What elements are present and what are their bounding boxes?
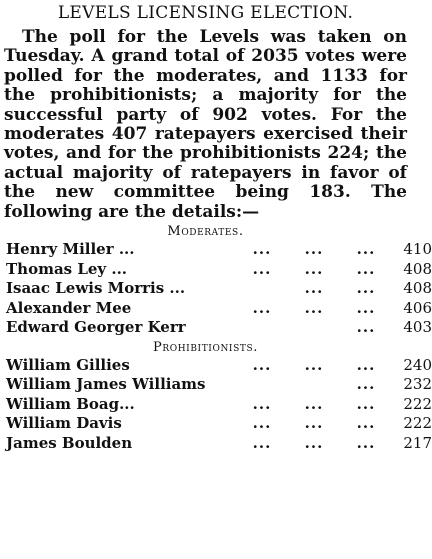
table-row xyxy=(6,279,432,299)
candidate-name: James Boulden xyxy=(6,433,133,452)
leader-dots: ... xyxy=(356,279,376,298)
leader-dots: ... xyxy=(252,355,272,374)
leader-dots: ... xyxy=(304,279,324,298)
leader-dots xyxy=(288,318,340,338)
leader-dots xyxy=(236,375,288,395)
leader-dots xyxy=(236,318,288,338)
vote-count: 403 xyxy=(403,318,432,337)
leader-dots: ... xyxy=(356,318,376,337)
leader-dots: ... xyxy=(304,298,324,317)
leader-dots: ... xyxy=(356,298,376,317)
candidate-name: Henry Miller ... xyxy=(6,240,135,259)
vote-count: 410 xyxy=(403,240,432,259)
leader-dots: ... xyxy=(252,433,272,452)
vote-count: 232 xyxy=(403,375,432,394)
leader-dots: ... xyxy=(356,394,376,413)
moderates-results-table xyxy=(6,240,432,338)
leader-dots: ... xyxy=(252,298,272,317)
table-row xyxy=(6,240,432,260)
vote-count: 217 xyxy=(403,433,432,452)
candidate-name: Edward Georger Kerr xyxy=(6,318,186,337)
candidate-name: Alexander Mee xyxy=(6,298,132,317)
vote-count: 222 xyxy=(403,394,432,413)
candidate-name: William Boag... xyxy=(6,394,135,413)
candidate-name: Thomas Ley ... xyxy=(6,259,128,278)
table-row xyxy=(6,395,432,415)
prohibitionists-heading: Prohibitionists. xyxy=(153,339,258,355)
leader-dots: ... xyxy=(304,394,324,413)
table-row xyxy=(6,414,432,434)
table-row xyxy=(6,260,432,280)
article-body: The poll for the Levels was taken on Tuesday. A grand total of 2035 votes were polled for the moderates, and 1133 for the prohibitionists; a majority for the successful party of 902 votes. For the moderates 407 ratepayers exercised their votes, and for the prohibitionists 224; the actual majority of ratepayers in favor of the new committee being 183. The following are the details:— xyxy=(4,27,407,222)
vote-count: 222 xyxy=(403,414,432,433)
vote-count: 406 xyxy=(403,298,432,317)
leader-dots: ... xyxy=(356,414,376,433)
leader-dots: ... xyxy=(356,259,376,278)
prohibitionists-results-table xyxy=(6,356,432,454)
leader-dots: ... xyxy=(252,240,272,259)
leader-dots xyxy=(288,375,340,395)
leader-dots: ... xyxy=(304,414,324,433)
leader-dots: ... xyxy=(252,394,272,413)
leader-dots: ... xyxy=(252,259,272,278)
leader-dots xyxy=(236,279,288,299)
table-row xyxy=(6,434,432,454)
table-row xyxy=(6,375,432,395)
leader-dots: ... xyxy=(252,414,272,433)
table-row xyxy=(6,356,432,376)
leader-dots: ... xyxy=(356,355,376,374)
leader-dots: ... xyxy=(304,259,324,278)
headline: LEVELS LICENSING ELECTION. xyxy=(57,3,354,23)
table-row xyxy=(6,318,432,338)
leader-dots: ... xyxy=(356,240,376,259)
leader-dots: ... xyxy=(356,433,376,452)
candidate-name: Isaac Lewis Morris ... xyxy=(6,279,186,298)
candidate-name: William James Williams xyxy=(6,375,206,394)
leader-dots: ... xyxy=(356,375,376,394)
vote-count: 240 xyxy=(403,355,432,374)
table-row xyxy=(6,299,432,319)
moderates-heading: Moderates. xyxy=(167,224,244,240)
vote-count: 408 xyxy=(403,259,432,278)
leader-dots: ... xyxy=(304,355,324,374)
candidate-name: William Davis xyxy=(6,414,122,433)
vote-count: 408 xyxy=(403,279,432,298)
candidate-name: William Gillies xyxy=(6,355,130,374)
leader-dots: ... xyxy=(304,240,324,259)
leader-dots: ... xyxy=(304,433,324,452)
